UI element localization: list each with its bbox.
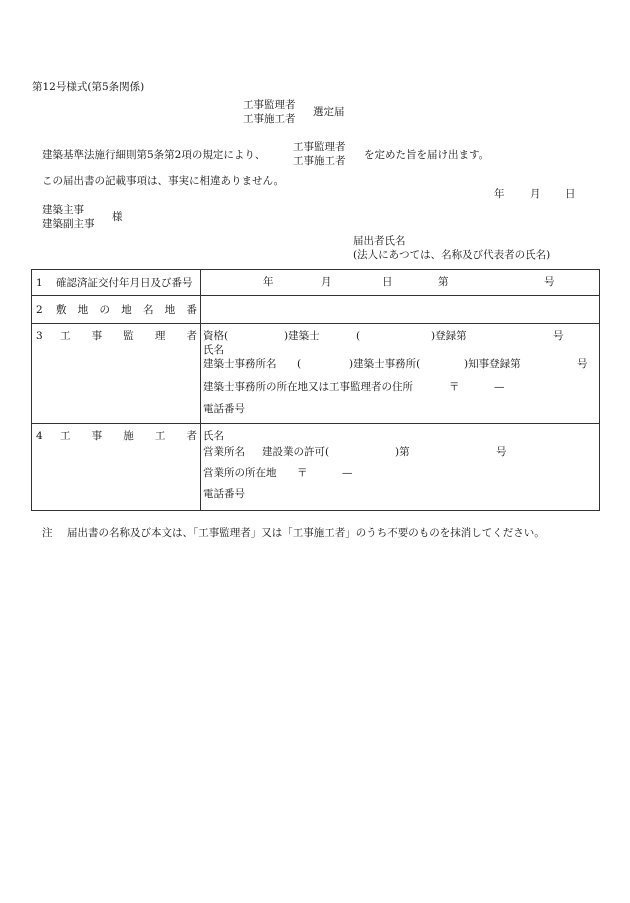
supervisor-postal-mark: 〒	[449, 381, 460, 393]
row-number: 2	[36, 304, 43, 316]
contractor-phone-label: 電話番号	[203, 488, 245, 500]
contractor-postal-mark: 〒	[297, 467, 308, 479]
supervisor-address-label: 建築士事務所の所在地又は工事監理者の住所	[203, 381, 413, 393]
supervisor-go: 号	[553, 330, 564, 342]
contractor-license-close: )第	[395, 446, 410, 458]
intro-sentence-end: を定めた旨を届け出ます。	[364, 149, 490, 161]
date-month: 月	[530, 188, 541, 200]
contractor-value-cell[interactable]	[201, 424, 600, 511]
row-label-site: 敷地の地名地番	[56, 304, 197, 316]
table-row-supervisor	[32, 324, 600, 424]
intro-sentence-start: 建築基準法施行細則第5条第2項の規定により、	[42, 149, 266, 161]
supervisor-office-go: 号	[577, 358, 588, 370]
title-option-contractor: 工事施工者	[243, 113, 296, 125]
date-year: 年	[494, 188, 505, 200]
row-label-cell	[32, 296, 201, 324]
supervisor-governor-close: )知事登録第	[464, 358, 521, 370]
row-label-cell	[32, 324, 201, 424]
submitter-name-note: (法人にあつては、名称及び代表者の氏名)	[353, 249, 551, 261]
note-label: 注	[42, 527, 53, 539]
addressee-option-2: 建築副主事	[42, 218, 95, 230]
confirmation-day: 日	[382, 276, 393, 288]
declaration: この届出書の記載事項は、事実に相違ありません。	[42, 175, 285, 187]
intro-option-supervisor: 工事監理者	[293, 141, 346, 153]
contractor-license-open: 建設業の許可(	[262, 446, 330, 458]
contractor-go: 号	[496, 446, 507, 458]
intro-option-contractor: 工事施工者	[293, 155, 346, 167]
row-label-cell	[32, 424, 201, 511]
supervisor-name-label: 氏名	[203, 344, 224, 356]
addressee-honorific: 様	[112, 211, 123, 223]
confirmation-year: 年	[263, 276, 274, 288]
row-label-supervisor: 工事監理者	[60, 330, 197, 342]
supervisor-architect-close: )建築士	[284, 330, 320, 342]
notification-table	[31, 269, 600, 511]
addressee-option-1: 建築主事	[42, 204, 84, 216]
row-label-contractor: 工事施工者	[60, 430, 197, 442]
confirmation-value-cell[interactable]	[201, 270, 600, 296]
row-label-cell	[32, 270, 201, 296]
site-value-cell[interactable]	[201, 296, 600, 324]
supervisor-postal-dash: —	[494, 381, 505, 393]
table-row-confirmation	[32, 270, 600, 296]
supervisor-value-cell[interactable]	[201, 324, 600, 424]
confirmation-month: 月	[321, 276, 332, 288]
note-text: 届出書の名称及び本文は、「工事監理者」又は「工事施工者」のうち不要のものを抹消してください。	[67, 527, 545, 539]
date-day: 日	[565, 188, 576, 200]
row-number: 3	[36, 330, 43, 342]
submitter-name-label: 届出者氏名	[353, 235, 406, 247]
supervisor-register-close: )登録第	[431, 330, 467, 342]
title-suffix: 選定届	[313, 106, 345, 118]
row-number: 1	[36, 277, 43, 289]
supervisor-office-name-label: 建築士事務所名	[203, 358, 277, 370]
table-row-contractor	[32, 424, 600, 511]
contractor-name-label: 氏名	[203, 430, 224, 442]
contractor-business-office-label: 営業所名	[203, 446, 245, 458]
row-number: 4	[36, 430, 43, 442]
contractor-postal-dash: —	[342, 467, 353, 479]
supervisor-paren-open: (	[356, 330, 361, 342]
contractor-business-address-label: 営業所の所在地	[203, 467, 277, 479]
form-number: 第12号様式(第5条関係)	[32, 81, 145, 93]
supervisor-qualification-open: 資格(	[203, 330, 229, 342]
supervisor-office-close: )建築士事務所(	[349, 358, 421, 370]
table-row-site	[32, 296, 600, 324]
supervisor-phone-label: 電話番号	[203, 403, 245, 415]
supervisor-office-paren-open: (	[297, 358, 302, 370]
confirmation-dai: 第	[438, 276, 449, 288]
row-label-confirmation: 確認済証交付年月日及び番号	[56, 277, 193, 289]
title-option-supervisor: 工事監理者	[243, 99, 296, 111]
confirmation-go: 号	[544, 276, 555, 288]
